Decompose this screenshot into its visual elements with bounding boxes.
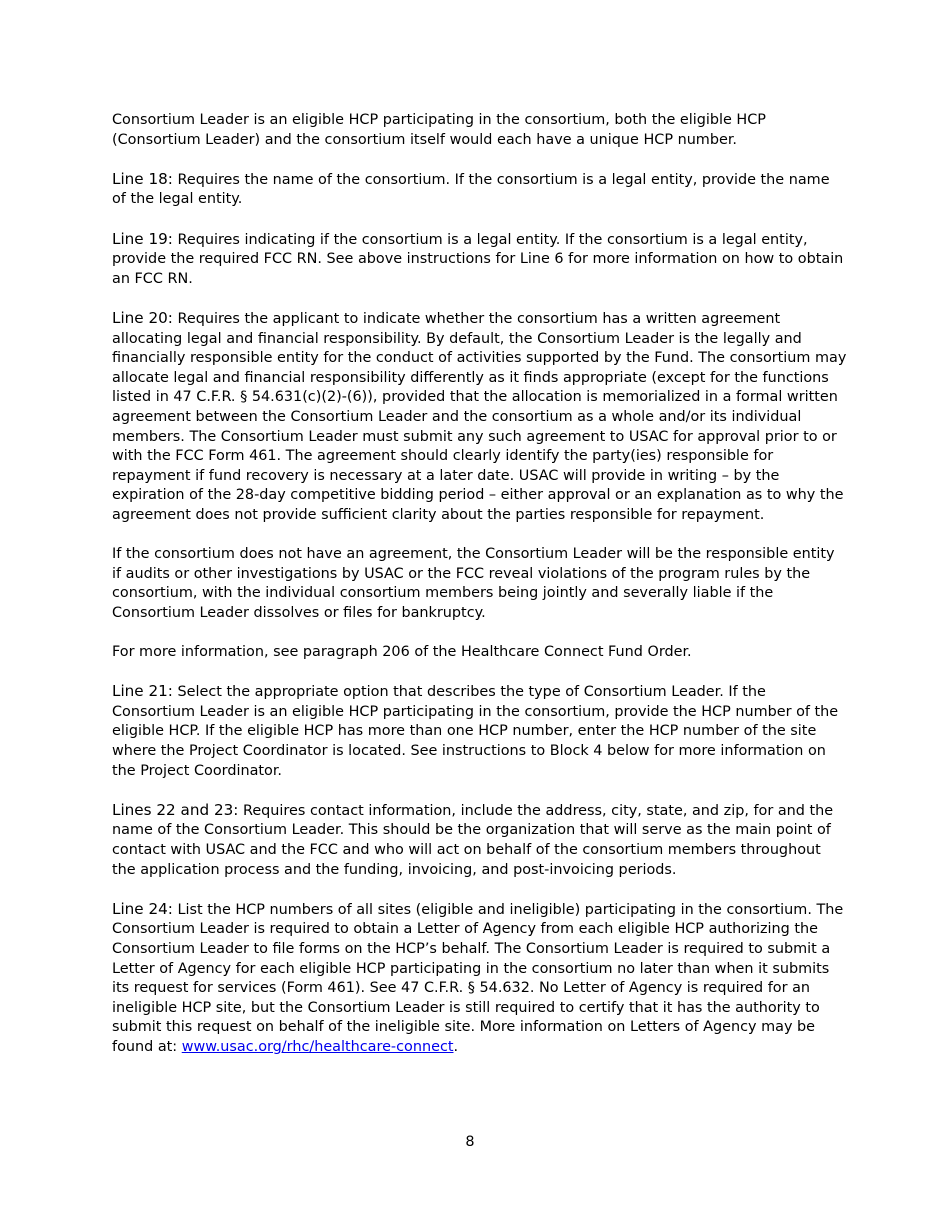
paragraph-label: Line 19: [112,229,173,248]
paragraph-text: For more information, see paragraph 206 of the Healthcare Connect Fund Order. [112,644,692,661]
paragraph-text: Consortium Leader is an eligible HCP participating in the consortium, both the eligible HCP (Consortium Leader) and the consortium itself would each have a unique HCP number. [112,112,766,148]
paragraph-text: Requires the name of the consortium. If the consortium is a legal entity, provide the name of the legal entity. [112,171,830,208]
paragraph-text: If the consortium does not have an agreement, the Consortium Leader will be the responsible entity if audits or other investigations by USAC or the FCC reveal violations of the program rules by the consortium, with the individual consortium members being jointly and severally liable if the Consortium Leader dissolves or files for bankruptcy. [112,546,835,621]
paragraph-line-20 [112,309,847,526]
paragraph-line-19 [112,230,847,290]
paragraph-line-24 [112,900,847,1058]
paragraph-more-info [112,643,847,663]
page-number: 8 [465,1134,475,1150]
paragraph-label: Line 21: [112,682,173,701]
paragraph-intro [112,111,847,150]
document-body [112,111,847,1077]
paragraph-end: . [453,1038,459,1055]
paragraph-text: Requires indicating if the consortium is a legal entity. If the consortium is a legal entity, provide the required FCC RN. See above instructions for Line 6 for more information on how to obtain an FCC RN. [112,231,844,287]
paragraph-label: Line 18: [112,169,173,188]
paragraph-label: Line 20: [112,308,173,327]
paragraph-label: Line 24: [112,899,173,918]
paragraph-label: Lines 22 and 23: [112,800,239,819]
paragraph-text: Requires contact information, include the address, city, state, and zip, for and the name of the Consortium Leader. This should be the organization that will serve as the main point of contact with USAC and the FCC and who will act on behalf of the consortium members throughout the application process and the funding, invoicing, and post-invoicing periods. [112,802,834,878]
paragraph-line-18 [112,170,847,210]
paragraph-no-agreement [112,545,847,623]
paragraph-line-21 [112,682,847,781]
paragraph-lines-22-23 [112,801,847,880]
paragraph-text: Select the appropriate option that describes the type of Consortium Leader. If the Consortium Leader is an eligible HCP participating in the consortium, provide the HCP number of the eligible HCP. If the eligible HCP has more than one HCP number, enter the HCP number of the site where the Project Coordinator is located. See instructions to Block 4 below for more information on the Project Coordinator. [112,684,839,779]
paragraph-text: List the HCP numbers of all sites (eligible and ineligible) participating in the consortium. The Consortium Leader is required to obtain a Letter of Agency from each eligible HCP authorizing the Consortium Leader to file forms on the HCP’s behalf. The Consortium Leader is required to submit a Letter of Agency for each eligible HCP participating in the consortium no later than when it submits its request for services (Form 461). See 47 C.F.R. § 54.632. No Letter of Agency is required for an ineligible HCP site, but the Consortium Leader is still required to certify that it has the authority to submit this request on behalf of the ineligible site. More information on Letters of Agency may be found at: [112,901,844,1055]
paragraph-text: Requires the applicant to indicate whether the consortium has a written agreement allocating legal and financial responsibility. By default, the Consortium Leader is the legally and financially responsible entity for the conduct of activities supported by the Fund. The consortium may allocate legal and financial responsibility differently as it finds appropriate (except for the functions listed in 47 C.F.R. § 54.631(c)(2)-(6)), provided that the allocation is memorialized in a formal written agreement between the Consortium Leader and the consortium as a whole and/or its individual members. The Consortium Leader must submit any such agreement to USAC for approval prior to or with the FCC Form 461. The agreement should clearly identify the party(ies) responsible for repayment if fund recovery is necessary at a later date. USAC will provide in writing – by the expiration of the 28-day competitive bidding period – either approval or an explanation as to why the agreement does not provide sufficient clarity about the parties responsible for repayment. [112,310,847,523]
healthcare-connect-link[interactable]: www.usac.org/rhc/healthcare-connect [181,1038,454,1055]
